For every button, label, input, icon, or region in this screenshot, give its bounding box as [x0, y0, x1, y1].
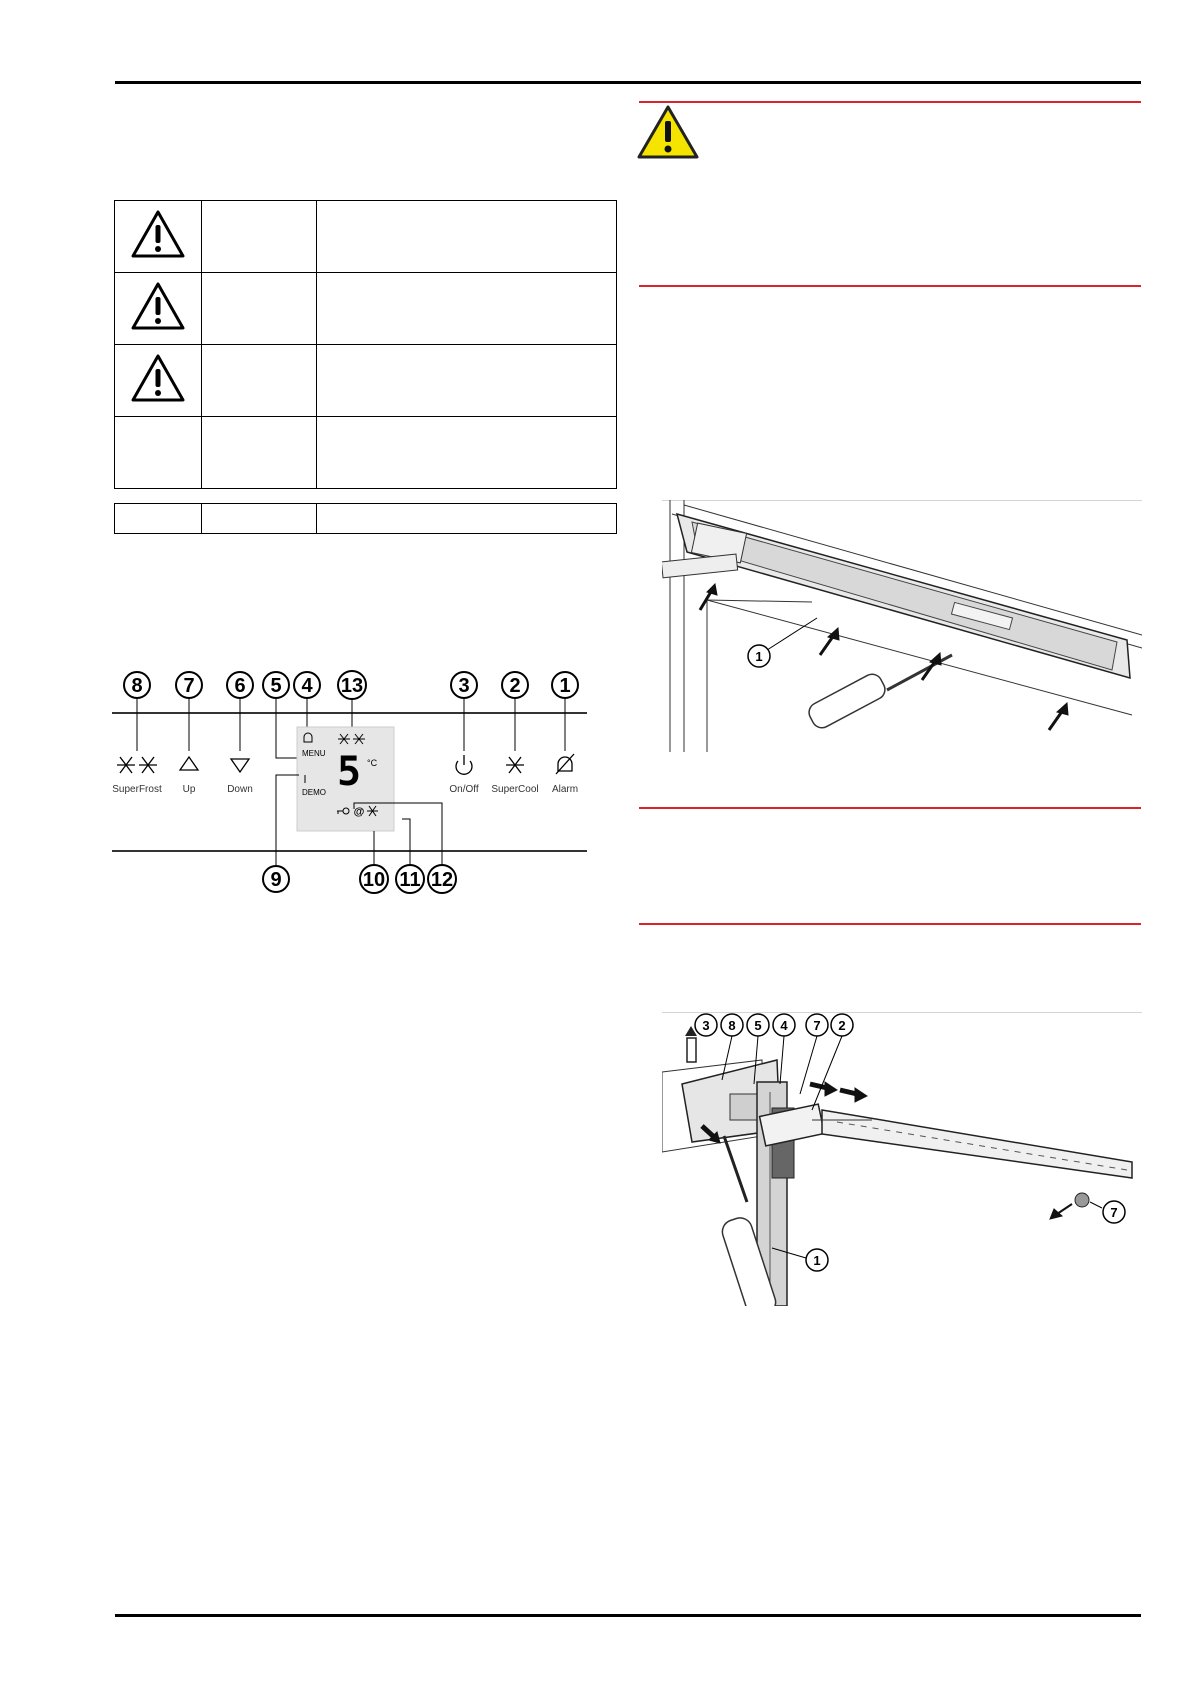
callout-9 — [263, 775, 299, 892]
temperature-readout: 5 — [336, 749, 362, 795]
callout-8 — [124, 672, 150, 751]
wifi-at-indicator: @ — [353, 806, 365, 818]
svg-text:4: 4 — [301, 675, 313, 697]
svg-text:7: 7 — [183, 675, 195, 697]
svg-text:5: 5 — [754, 1018, 762, 1033]
note-bottom-rule — [639, 923, 1141, 925]
lcd-display — [297, 727, 394, 831]
superfrost-button[interactable] — [112, 757, 162, 795]
safety-row-2-description — [317, 273, 617, 345]
superfrost-icon — [117, 757, 157, 773]
safety-row-3-icon-cell — [115, 345, 202, 417]
safety-symbol-table — [114, 200, 617, 489]
svg-text:10: 10 — [362, 869, 386, 891]
up-button[interactable] — [180, 757, 198, 795]
svg-text:1: 1 — [559, 675, 571, 697]
callout-7 — [176, 672, 202, 751]
alarm-button[interactable] — [552, 754, 578, 795]
safety-row-1-signal-word — [202, 201, 317, 273]
up-arrow-icon — [180, 757, 198, 770]
power-icon — [456, 755, 472, 774]
svg-text:5: 5 — [270, 675, 282, 697]
warning-triangle-icon — [130, 208, 186, 260]
svg-text:6: 6 — [234, 675, 246, 697]
svg-text:Down: Down — [227, 784, 253, 795]
svg-text:13: 13 — [340, 675, 364, 697]
svg-text:8: 8 — [728, 1018, 736, 1033]
safety-note-cell-3 — [317, 504, 617, 534]
demo-indicator: DEMO — [302, 788, 326, 797]
callout-11 — [396, 819, 424, 893]
safety-note-cell-2 — [202, 504, 317, 534]
svg-text:12: 12 — [430, 869, 454, 891]
callout-13 — [338, 671, 366, 735]
svg-text:4: 4 — [780, 1018, 788, 1033]
caution-bottom-rule — [639, 285, 1141, 287]
callout-2 — [502, 672, 528, 751]
header-rule — [115, 81, 1141, 84]
figure-2-callout-3 — [695, 1014, 717, 1036]
alarm-off-icon — [556, 754, 574, 774]
svg-text:11: 11 — [399, 869, 421, 891]
svg-text:7: 7 — [1110, 1205, 1118, 1220]
safety-row-4-description — [317, 417, 617, 489]
svg-text:8: 8 — [131, 675, 143, 697]
figure-1-cover-removal — [662, 500, 1142, 752]
supercool-icon — [506, 757, 524, 773]
callout-3 — [451, 672, 477, 751]
warning-triangle-icon — [130, 280, 186, 332]
svg-text:On/Off: On/Off — [449, 784, 479, 795]
svg-text:SuperFrost: SuperFrost — [112, 784, 162, 795]
safety-row-4-icon-cell — [115, 417, 202, 489]
down-arrow-icon — [231, 759, 249, 772]
svg-text:1: 1 — [813, 1253, 821, 1268]
svg-text:1: 1 — [755, 649, 763, 664]
svg-text:3: 3 — [458, 675, 470, 697]
svg-text:7: 7 — [813, 1018, 821, 1033]
safety-note-table — [114, 503, 617, 534]
svg-text:2: 2 — [509, 675, 521, 697]
screw-icon — [1075, 1193, 1089, 1207]
onoff-button[interactable] — [449, 755, 478, 795]
safety-row-3-description — [317, 345, 617, 417]
down-button[interactable] — [227, 759, 253, 795]
warning-sign-icon — [636, 104, 700, 160]
safety-row-1-description — [317, 201, 617, 273]
safety-row-3-signal-word — [202, 345, 317, 417]
safety-row-1-icon-cell — [115, 201, 202, 273]
control-panel-diagram — [112, 665, 602, 900]
callout-6 — [227, 672, 253, 751]
svg-text:9: 9 — [270, 869, 282, 891]
svg-text:3: 3 — [702, 1018, 710, 1033]
svg-text:2: 2 — [838, 1018, 846, 1033]
figure-2-hinge-removal — [662, 1012, 1142, 1306]
safety-note-cell-1 — [115, 504, 202, 534]
safety-row-2-icon-cell — [115, 273, 202, 345]
safety-row-4-signal-word — [202, 417, 317, 489]
warning-triangle-icon — [130, 352, 186, 404]
note-top-rule — [639, 807, 1141, 809]
svg-text:Up: Up — [182, 784, 196, 795]
unit-label: °C — [367, 758, 378, 768]
svg-text:SuperCool: SuperCool — [491, 784, 539, 795]
svg-text:Alarm: Alarm — [551, 784, 579, 795]
safety-row-2-signal-word — [202, 273, 317, 345]
callout-10 — [360, 831, 388, 893]
footer-rule — [115, 1614, 1141, 1617]
caution-top-rule — [639, 101, 1141, 103]
menu-indicator: MENU — [302, 749, 326, 758]
callout-1 — [552, 672, 578, 751]
callout-4 — [294, 672, 320, 735]
supercool-button[interactable] — [491, 757, 538, 795]
